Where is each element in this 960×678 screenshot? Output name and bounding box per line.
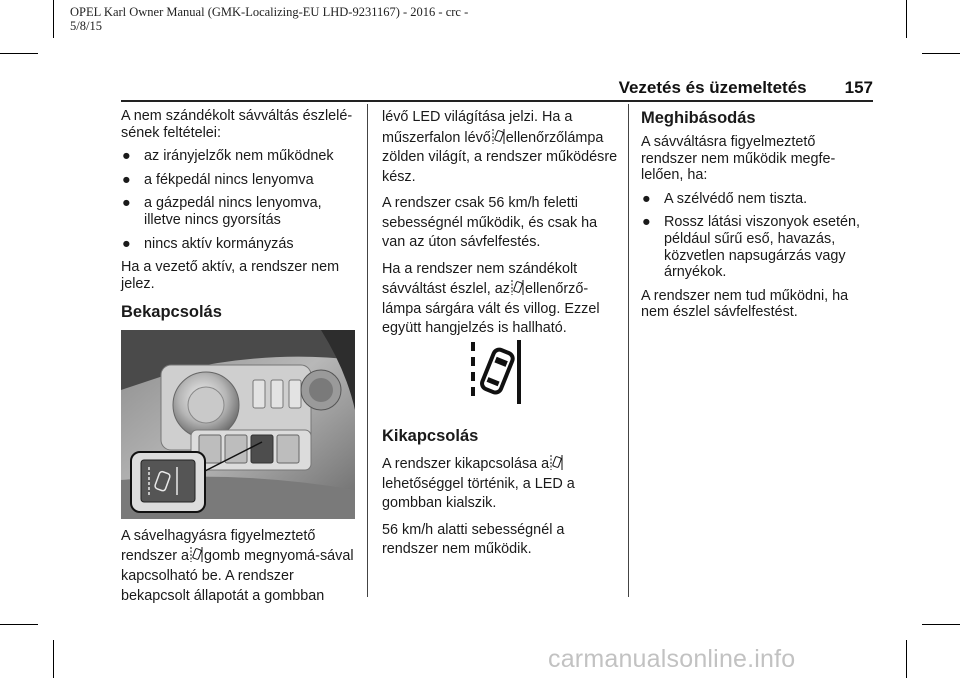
heading-bekapcsolas: Bekapcsolás	[121, 303, 222, 322]
crop-mark	[922, 53, 960, 54]
bullet-icon: ●	[642, 214, 651, 231]
crop-mark	[0, 624, 38, 625]
bullet-icon: ●	[122, 195, 131, 212]
heading-meghibasodas: Meghibásodás	[641, 109, 756, 127]
intro-paragraph: A nem szándékolt sávváltás észlelé-sének feltételei:	[121, 108, 353, 141]
page-number: 157	[844, 78, 873, 97]
paragraph-text: Ha a rendszer nem szándékolt sávváltást észlel, az	[382, 260, 578, 297]
paragraph: 56 km/h alatti sebességnél a rendszer nem működik.	[382, 521, 565, 557]
caption-text: gomb megnyomá-sával kapcsolható be. A rendszer bekapcsolt állapotát a gombban	[121, 548, 354, 604]
paragraph-text: lévő LED világítása jelzi. Ha a műszerfalon lévő	[382, 109, 573, 146]
list-item-text: Rossz látási viszonyok esetén, például sűrű eső, havazás, közvetlen napsugárzás vagy árnyékok.	[664, 214, 860, 281]
column-divider	[367, 104, 368, 597]
list-item-text: a gázpedál nincs lenyomva, illetve nincs gyorsítás	[144, 195, 322, 228]
document-info-line: OPEL Karl Owner Manual (GMK-Localizing-EU LHD-9231167) - 2016 - crc -	[70, 5, 469, 19]
list-item	[641, 191, 869, 208]
header-rule	[121, 100, 873, 102]
bullet-icon: ●	[122, 148, 131, 165]
list-item	[641, 214, 869, 280]
crop-mark	[0, 53, 38, 54]
list-item	[121, 172, 357, 189]
bullet-icon: ●	[642, 190, 651, 207]
list-item-text: nincs aktív kormányzás	[144, 235, 294, 252]
list-item-text: A szélvédő nem tiszta.	[664, 190, 808, 207]
lane-departure-icon	[511, 279, 524, 296]
paragraph: A rendszer csak 56 km/h feletti sebességnél működik, és csak ha van az úton sávfelfestés.	[382, 195, 598, 250]
watermark: carmanualsonline.info	[548, 645, 796, 673]
column-1	[121, 108, 357, 322]
list-item	[121, 148, 357, 165]
heading-kikapcsolas: Kikapcsolás	[382, 427, 479, 445]
column-2-lower	[382, 426, 618, 567]
paragraph-text: lehetőséggel történik, a LED a gombban kialszik.	[382, 475, 575, 511]
list-item	[121, 236, 357, 253]
bullet-icon: ●	[122, 171, 131, 188]
lane-departure-icon	[550, 454, 563, 471]
paragraph: A sávváltásra figyelmeztető rendszer nem működik megfe-lelően, ha:	[641, 134, 836, 184]
photo-caption	[121, 526, 357, 613]
crop-mark	[922, 624, 960, 625]
caption-text: A sávelhagyásra figyelmeztető rendszer a	[121, 528, 316, 564]
list-item-text: a fékpedál nincs lenyomva	[144, 171, 314, 188]
crop-mark	[53, 0, 54, 38]
crop-mark	[906, 0, 907, 38]
paragraph: A rendszer nem tud működni, ha nem észlel sávfelfestést.	[641, 287, 849, 321]
list-item-text: az irányjelzők nem működnek	[144, 148, 334, 165]
section-title: Vezetés és üzemeltetés	[618, 78, 807, 97]
crop-mark	[906, 640, 907, 678]
crop-mark	[53, 640, 54, 678]
bullet-icon: ●	[122, 235, 131, 252]
paragraph-text: A rendszer kikapcsolása a	[382, 456, 550, 472]
lane-departure-icon	[467, 336, 527, 408]
paragraph: Ha a vezető aktív, a rendszer nem jelez.	[121, 259, 340, 292]
paragraph-text: ellenőrzőlámpa zölden világít, a rendszer működésre kész.	[382, 129, 618, 185]
paragraph-text: ellenőrző-lámpa sárgára vált és villog. Ezzel együtt hangjelzés is hallható.	[382, 281, 600, 336]
lane-departure-icon	[492, 128, 505, 145]
column-divider	[628, 104, 629, 597]
list-item	[121, 195, 357, 228]
column-2	[382, 108, 618, 346]
document-info-date: 5/8/15	[70, 19, 102, 33]
lane-departure-icon	[190, 546, 203, 563]
document-info	[70, 5, 468, 33]
running-head	[0, 78, 873, 98]
switch-panel-photo	[121, 330, 355, 519]
column-3	[641, 108, 869, 328]
